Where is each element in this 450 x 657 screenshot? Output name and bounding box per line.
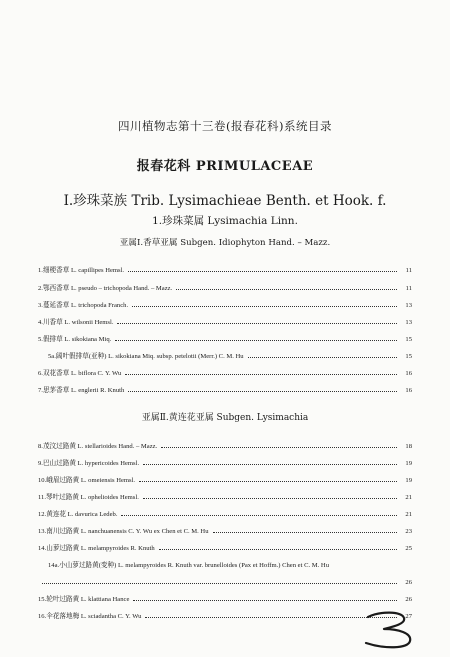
dot-leader [115,339,397,341]
toc-entry-page: 19 [405,460,412,467]
toc-entry-text: 4.川香草 L. wilsonii Hemsl. [38,319,114,326]
dot-leader [128,270,397,272]
toc-entry-text: 8.茂汶过路黄 L. stellarioides Hand. – Mazz. [38,443,158,450]
subgenus-heading-1: 亚属Ⅰ.香草亚属 Subgen. Idiophyton Hand. – Mazz. [119,238,331,248]
toc-entry [38,591,412,603]
toc-entry-text: 7.思茅香草 L. englerii R. Knuth [38,387,125,394]
subgenus-heading-2: 亚属Ⅱ.黄连花亚属 Subgen. Lysimachia [141,413,309,423]
toc-entry-continuation [38,574,412,586]
toc-entry-page: 21 [405,511,412,518]
toc-entry-text: 10.峨眉过路黄 L. omeiensis Hemsl. [38,477,136,484]
toc-entry [38,472,412,484]
toc-entry-page: 15 [405,336,412,343]
toc-entry-page: 16 [405,370,412,377]
toc-entry [38,280,412,292]
toc-entry [38,438,412,450]
dot-leader [213,531,398,533]
toc-entry-page: 11 [405,285,412,292]
toc-entry-text: 16.伞花落地梅 L. sciadantha C. Y. Wu [38,613,142,620]
toc-entry [38,608,412,620]
toc-entry-page: 13 [405,302,412,309]
family-heading: 报春花科 PRIMULACEAE [136,159,314,174]
toc-entry-text: 14.山萝过路黄 L. melampyroides R. Knuth [38,545,155,552]
dot-leader [133,599,397,601]
toc-entry-text: 6.双花香草 L. biflora C. Y. Wu [38,370,122,377]
toc-entry-text: 5.假排草 L. sikokiana Miq. [38,336,112,343]
toc-entry-page: 25 [405,545,412,552]
dot-leader [176,288,397,290]
toc-entry [48,557,412,569]
document-title: 四川植物志第十三卷(报春花科)系统目录 [118,119,332,133]
toc-entry [38,489,412,501]
toc-entry-text: 1.细梗香草 L. capillipes Hemsl. [38,267,125,274]
toc-entry [38,540,412,552]
toc-entry [38,523,412,535]
dot-leader [139,480,397,482]
dot-leader [159,548,397,550]
dot-leader [143,463,397,465]
dot-leader [145,616,397,618]
toc-entry-text: 12.黄连花 L. davurica Ledeb. [38,511,118,518]
toc-entry-text: 3.蔓延香草 L. trichopoda Franch. [38,302,129,309]
toc-entry-text: 5a.阔叶假排草(亚种) L. sikokiana Miq. subsp. petelotii (Merr.) C. M. Hu [48,353,244,360]
toc-entry-text: 15.轮叶过路黄 L. klattiana Hance [38,596,130,603]
dot-leader [132,305,397,307]
toc-entry [38,262,412,274]
toc-entry [48,348,412,360]
toc-entry-page: 23 [405,528,412,535]
toc-entry-page: 27 [405,613,412,620]
toc-entry-page: 26 [405,596,412,603]
dot-leader [161,446,397,448]
toc-entry [38,382,412,394]
dot-leader [128,390,397,392]
toc-entry [38,314,412,326]
genus-heading: 1.珍珠菜属 Lysimachia Linn. [152,215,298,227]
toc-entry-page: 11 [405,267,412,274]
toc-entry-page: 18 [405,443,412,450]
handwritten-page-number [362,609,422,651]
toc-entry-text: 2.鄂西香草 L. pseudo – trichopoda Hand. – Mazz. [38,285,173,292]
dot-leader [125,373,397,375]
toc-entry-page: 19 [405,477,412,484]
toc-entry-page: 21 [405,494,412,501]
toc-entry-page: 15 [405,353,412,360]
toc-entry [38,297,412,309]
toc-entry-page: 16 [405,387,412,394]
toc-entry [38,506,412,518]
toc-entry-text: 11.琴叶过路黄 L. ophelioides Hemsl. [38,494,139,501]
toc-entry-page: 26 [405,579,412,586]
toc-entry-text: 13.南川过路黄 L. nanchuanensis C. Y. Wu ex Chen et C. M. Hu [38,528,209,535]
toc-entry [38,455,412,467]
toc-entry-page: 13 [405,319,412,326]
toc-entry-text: 9.巴山过路黄 L. hypericoides Hemsl. [38,460,140,467]
toc-entry [38,331,412,343]
dot-leader [42,582,397,584]
tribe-heading: Ⅰ.珍珠菜族 Trib. Lysimachieae Benth. et Hook. f. [63,193,387,209]
toc-entry [38,365,412,377]
dot-leader [117,322,397,324]
dot-leader [248,356,397,358]
toc-entry-text: 14a.小山萝过路黄(变种) L. melampyroides R. Knuth var. brunelloides (Pax et Hoffm.) Chen et C. M. Hu [48,562,329,569]
dot-leader [143,497,397,499]
dot-leader [121,514,397,516]
